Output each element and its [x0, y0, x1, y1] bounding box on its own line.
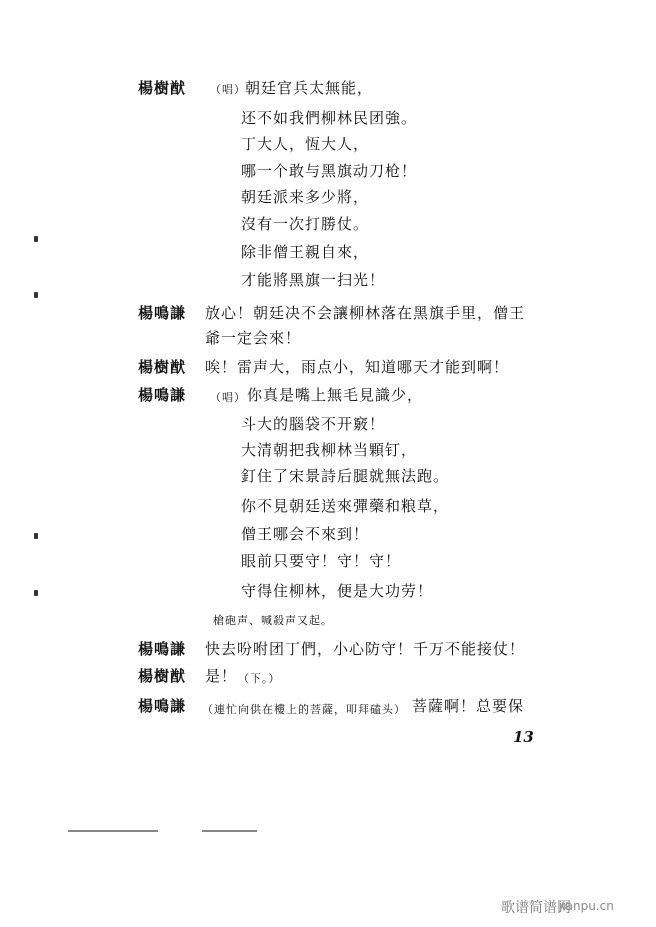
- watermark-logo: jianpu.cn: [559, 899, 614, 913]
- stage-direction: （下。）: [238, 672, 281, 685]
- verse-line: 丁大人，恆大人，: [241, 135, 370, 153]
- dialogue-line: 是！: [205, 667, 238, 685]
- speaker-name: 楊鳴謙: [138, 640, 187, 658]
- speaker-name: 楊鳴謙: [138, 386, 187, 404]
- margin-speck: [34, 533, 38, 539]
- verse-line: 才能將黑旗一扫光！: [241, 271, 386, 289]
- verse-line: 哪一个敢与黑旗动刀枪！: [241, 162, 418, 180]
- verse-line: 沒有一次打勝仗。: [241, 215, 370, 233]
- dialogue-continuation: 爺一定会來！: [205, 329, 302, 347]
- watermark-text: 歌谱简谱网: [501, 900, 571, 916]
- stage-direction: （唱）: [210, 83, 246, 96]
- dialogue-line: 你真是嘴上無毛見識少，: [247, 386, 424, 404]
- verse-line: 还不如我們柳林民团強。: [241, 109, 418, 127]
- stage-direction: （唱）: [210, 391, 246, 404]
- verse-line: 眼前只要守！守！守！: [241, 552, 402, 570]
- stage-direction: （連忙向供在樓上的菩薩，叩拜磕头）: [202, 703, 406, 716]
- dialogue-line: 唉！雷声大，雨点小，知道哪天才能到啊！: [205, 358, 510, 376]
- dialogue-line: 菩薩啊！总要保: [412, 697, 525, 715]
- speaker-name: 楊樹猷: [138, 358, 187, 376]
- verse-line: 釘住了宋景詩后腿就無法跑。: [241, 467, 450, 485]
- verse-line: 朝廷派来多少將，: [241, 188, 370, 206]
- speaker-name: 楊鳴謙: [138, 697, 187, 715]
- page-number: 13: [513, 728, 534, 746]
- speaker-name: 楊樹猷: [138, 79, 187, 97]
- speaker-name: 楊樹猷: [138, 667, 187, 685]
- verse-line: 斗大的腦袋不开竅！: [241, 415, 386, 433]
- verse-line: 你不見朝廷送來彈藥和粮草，: [241, 497, 450, 515]
- verse-line: 僧王哪会不來到！: [241, 525, 370, 543]
- margin-speck: [34, 292, 38, 298]
- dialogue-line: 快去吩咐团丁們，小心防守！千万不能接仗！: [205, 640, 526, 658]
- stage-direction: 槍砲声、喊殺声又起。: [213, 614, 333, 627]
- margin-speck: [34, 236, 38, 242]
- dialogue-line: 朝廷官兵太無能，: [245, 79, 374, 97]
- scan-noise: [202, 830, 257, 832]
- verse-line: 除非僧王親自來，: [241, 243, 370, 261]
- verse-line: 守得住柳林，便是大功劳！: [241, 582, 434, 600]
- dialogue-line: 放心！朝廷决不会讓柳林落在黑旗手里，僧王: [205, 304, 526, 322]
- scan-noise: [68, 830, 158, 832]
- margin-speck: [34, 590, 38, 596]
- speaker-name: 楊鳴謙: [138, 304, 187, 322]
- verse-line: 大清朝把我柳林当顆钉，: [241, 441, 418, 459]
